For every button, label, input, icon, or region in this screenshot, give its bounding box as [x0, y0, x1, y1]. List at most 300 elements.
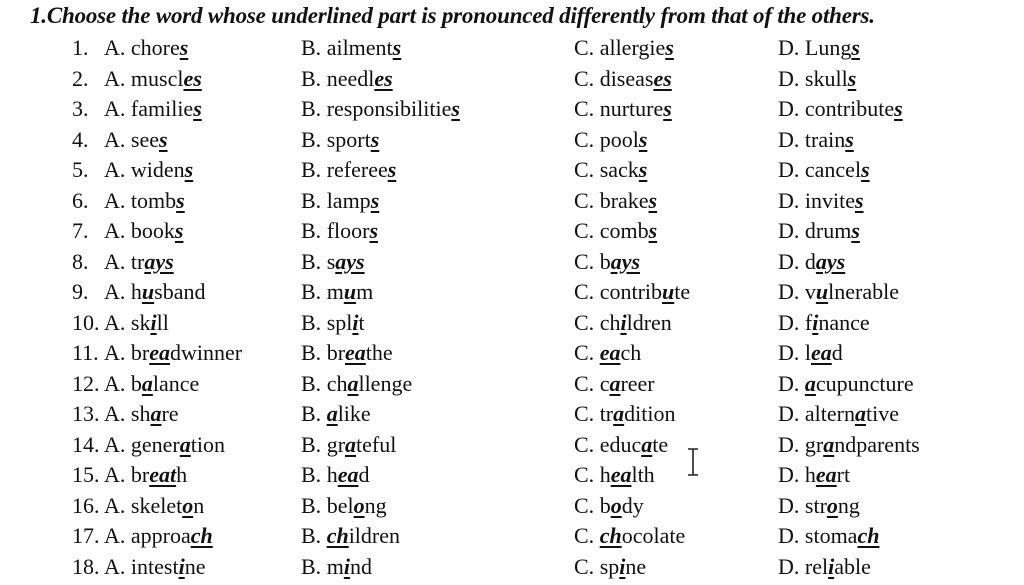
underlined-part: eat [149, 462, 177, 487]
option-a [104, 277, 205, 307]
word-part: chore [130, 35, 180, 60]
word-part: rel [804, 553, 829, 579]
option-c [574, 94, 672, 124]
option-c [574, 64, 672, 94]
option-b [301, 552, 372, 582]
question-number: 5. [72, 157, 89, 182]
option-b [301, 247, 365, 277]
word-part: Lung [804, 35, 852, 60]
question-number: 1. [72, 35, 89, 60]
option-label: B. [301, 157, 327, 182]
text-cursor-icon [686, 448, 700, 476]
option-label: B. [301, 187, 327, 213]
word-part: pool [599, 126, 639, 152]
underlined-part: i [150, 309, 157, 335]
word-part: widen [130, 157, 185, 182]
word-part: ailment [326, 35, 393, 60]
option-c [574, 308, 672, 338]
option-c [574, 491, 644, 521]
question-number: 7. [72, 218, 89, 243]
option-label: D. [778, 65, 805, 91]
option-label: A. [104, 462, 131, 487]
underlined-part: ays [815, 248, 846, 274]
underlined-part: o [610, 492, 622, 518]
question-row [0, 552, 1024, 583]
question-row [0, 247, 1024, 278]
option-a [104, 521, 213, 551]
option-label: A. [104, 401, 131, 426]
option-c [574, 460, 655, 490]
word-part: ldren [626, 309, 672, 335]
underlined-part: i [352, 309, 359, 335]
option-label: C. [574, 126, 600, 152]
underlined-part: ays [144, 248, 174, 274]
underlined-part: s [369, 218, 379, 243]
question-row [0, 430, 1024, 461]
word-part: ng [364, 492, 387, 518]
option-label: A. [104, 553, 131, 579]
option-a [104, 399, 179, 429]
option-label: C. [574, 309, 600, 335]
option-label: C. [574, 370, 600, 396]
underlined-part: ea [337, 462, 359, 487]
underlined-part: s [851, 218, 860, 243]
underlined-part: ays [335, 248, 365, 274]
option-b [301, 64, 393, 94]
word-part: h [599, 462, 611, 487]
option-label: B. [301, 65, 327, 91]
option-label: A. [104, 370, 131, 396]
underlined-part: a [609, 370, 621, 396]
word-part: responsibilitie [326, 96, 452, 121]
option-c [574, 338, 641, 368]
option-b [301, 430, 396, 460]
word-part: nance [818, 309, 870, 335]
question-number: 14. [72, 431, 100, 457]
option-label: C. [574, 553, 600, 579]
option-a [104, 33, 188, 63]
option-b [301, 186, 379, 216]
question-row [0, 155, 1024, 186]
option-a [104, 308, 169, 338]
question-row [0, 64, 1024, 95]
word-part: h [130, 279, 142, 304]
option-label: D. [778, 96, 805, 121]
question-number: 4. [72, 126, 89, 152]
option-label: D. [778, 431, 805, 457]
word-part: ne [625, 553, 647, 579]
underlined-part: s [845, 126, 854, 152]
word-part: m [356, 279, 374, 304]
question-number: 12. [72, 370, 100, 396]
option-label: D. [778, 492, 805, 518]
option-b [301, 277, 373, 307]
option-label: B. [301, 96, 327, 121]
word-part: ch [326, 370, 348, 396]
underlined-part: s [851, 35, 860, 60]
option-d [778, 308, 870, 338]
option-d [778, 430, 920, 460]
word-part: sack [599, 157, 639, 182]
word-part: ne [184, 553, 206, 579]
question-row [0, 216, 1024, 247]
word-part: b [599, 248, 611, 274]
word-part: book [130, 218, 175, 243]
question-row [0, 186, 1024, 217]
option-label: A. [104, 218, 131, 243]
word-part: br [326, 340, 346, 365]
underlined-part: s [638, 126, 648, 152]
underlined-part: s [370, 126, 380, 152]
option-label: A. [104, 431, 131, 457]
word-part: able [834, 553, 871, 579]
underlined-part: a [141, 370, 153, 396]
underlined-part: a [347, 370, 359, 396]
word-part: muscl [130, 65, 184, 91]
option-label: B. [301, 126, 327, 152]
option-label: A. [104, 340, 131, 365]
word-part: nd [349, 553, 372, 579]
word-part: diseas [599, 65, 654, 91]
word-part: ch [599, 309, 621, 335]
option-c [574, 155, 647, 185]
option-d [778, 338, 843, 368]
option-b [301, 399, 371, 429]
underlined-part: ea [149, 340, 170, 365]
option-label: B. [301, 218, 327, 243]
underlined-part: ays [610, 248, 641, 274]
option-c [574, 521, 685, 551]
question-row [0, 125, 1024, 156]
word-part: allergie [599, 35, 666, 60]
option-b [301, 460, 369, 490]
option-label: A. [104, 492, 131, 518]
option-a [104, 125, 168, 155]
underlined-part: ea [815, 462, 837, 487]
option-label: C. [574, 401, 600, 426]
underlined-part: es [653, 65, 672, 91]
option-d [778, 186, 864, 216]
option-c [574, 216, 657, 246]
option-c [574, 125, 647, 155]
underlined-part: a [345, 431, 357, 457]
option-label: A. [104, 279, 131, 304]
option-label: C. [574, 218, 600, 243]
option-label: C. [574, 65, 600, 91]
word-part: floor [326, 218, 370, 243]
word-part: referee [326, 157, 388, 182]
word-part: tive [865, 401, 899, 426]
underlined-part: o [826, 492, 838, 518]
question-row [0, 521, 1024, 552]
word-part: lth [631, 462, 655, 487]
option-d [778, 125, 854, 155]
word-part: t [358, 309, 365, 335]
option-label: B. [301, 35, 327, 60]
question-number: 2. [72, 65, 89, 91]
option-a [104, 155, 193, 185]
word-part: ocolate [621, 523, 686, 548]
word-part: familie [130, 96, 194, 121]
option-label: A. [104, 187, 131, 213]
underlined-part: a [823, 431, 835, 457]
option-d [778, 33, 860, 63]
underlined-part: s [665, 35, 674, 60]
option-b [301, 369, 412, 399]
word-part: te [674, 279, 691, 304]
option-label: C. [574, 96, 600, 121]
option-b [301, 94, 460, 124]
word-part: rt [836, 462, 851, 487]
underlined-part: s [663, 96, 672, 121]
word-part: educ [599, 431, 642, 457]
option-b [301, 308, 365, 338]
word-part: altern [804, 401, 855, 426]
word-part: nurture [599, 96, 664, 121]
question-row [0, 33, 1024, 64]
word-part: b [130, 370, 142, 396]
option-label: D. [778, 553, 805, 579]
question-number: 9. [72, 279, 89, 304]
word-part: dy [621, 492, 644, 518]
underlined-part: ch [326, 523, 349, 548]
option-label: B. [301, 492, 327, 518]
word-part: sband [154, 279, 206, 304]
word-part: m [326, 279, 344, 304]
word-part: tion [190, 431, 225, 457]
option-a [104, 460, 187, 490]
option-label: A. [104, 309, 131, 335]
exercise-heading: 1.Choose the word whose underlined part is pronounced differently from that of the others. [30, 3, 875, 28]
underlined-part: a [641, 431, 653, 457]
word-part: ndparents [834, 431, 920, 457]
word-part: invite [804, 187, 855, 213]
option-c [574, 552, 646, 582]
option-c [574, 33, 674, 63]
option-label: C. [574, 462, 600, 487]
option-label: A. [104, 65, 131, 91]
option-label: B. [301, 431, 327, 457]
word-part: lnerable [828, 279, 899, 304]
word-part: spl [326, 309, 353, 335]
option-d [778, 460, 850, 490]
option-d [778, 94, 903, 124]
word-part: m [326, 553, 344, 579]
underlined-part: o [353, 492, 365, 518]
underlined-part: ch [857, 523, 880, 548]
option-c [574, 399, 675, 429]
option-d [778, 216, 860, 246]
underlined-part: s [861, 157, 870, 182]
question-row [0, 308, 1024, 339]
word-part: the [365, 340, 393, 365]
option-b [301, 155, 396, 185]
question-row [0, 338, 1024, 369]
word-part: bel [326, 492, 354, 518]
question-number: 11. [72, 340, 99, 365]
word-part: h [804, 462, 816, 487]
underlined-part: i [343, 553, 350, 579]
word-part: d [831, 340, 843, 365]
option-label: C. [574, 523, 600, 548]
option-a [104, 186, 185, 216]
option-a [104, 216, 183, 246]
option-d [778, 521, 879, 551]
option-label: A. [104, 248, 131, 274]
word-part: d [358, 462, 370, 487]
word-part: ch [620, 340, 642, 365]
underlined-part: ch [190, 523, 213, 548]
word-part: dwinner [169, 340, 243, 365]
word-part: reer [620, 370, 655, 396]
word-part: sk [130, 309, 151, 335]
option-label: D. [778, 401, 805, 426]
word-part: te [652, 431, 669, 457]
option-label: D. [778, 157, 805, 182]
question-row [0, 277, 1024, 308]
option-label: D. [778, 248, 805, 274]
option-d [778, 277, 899, 307]
option-d [778, 369, 914, 399]
option-label: D. [778, 35, 805, 60]
word-part: ildren [348, 523, 401, 548]
word-part: n [193, 492, 205, 518]
option-a [104, 552, 205, 582]
underlined-part: u [815, 279, 829, 304]
word-part: llenge [358, 370, 413, 396]
underlined-part: ch [599, 523, 622, 548]
underlined-part: ea [610, 462, 632, 487]
word-part: tomb [130, 187, 177, 213]
underlined-part: a [150, 401, 162, 426]
word-part: ng [837, 492, 860, 518]
option-label: D. [778, 187, 805, 213]
option-label: B. [301, 279, 327, 304]
option-label: C. [574, 157, 600, 182]
option-label: A. [104, 96, 131, 121]
option-b [301, 338, 393, 368]
word-part: tr [599, 401, 614, 426]
underlined-part: s [193, 96, 202, 121]
option-d [778, 399, 899, 429]
word-part: stoma [804, 523, 858, 548]
question-row [0, 460, 1024, 491]
word-part: see [130, 126, 159, 152]
option-label: B. [301, 248, 327, 274]
underlined-part: s [176, 187, 185, 213]
word-part: teful [356, 431, 397, 457]
underlined-part: u [662, 279, 675, 304]
word-part: lamp [326, 187, 371, 213]
option-label: C. [574, 187, 600, 213]
underlined-part: i [178, 553, 185, 579]
option-label: B. [301, 309, 327, 335]
option-label: A. [104, 126, 131, 152]
option-label: D. [778, 309, 805, 335]
word-part: re [161, 401, 179, 426]
underlined-part: s [392, 35, 402, 60]
underlined-part: s [648, 218, 658, 243]
word-part: v [804, 279, 816, 304]
option-label: D. [778, 279, 805, 304]
option-label: B. [301, 462, 327, 487]
underlined-part: s [370, 187, 380, 213]
underlined-part: s [847, 65, 857, 91]
option-b [301, 521, 400, 551]
option-a [104, 247, 174, 277]
word-part: comb [599, 218, 649, 243]
question-row [0, 94, 1024, 125]
option-label: A. [104, 35, 131, 60]
option-label: B. [301, 523, 327, 548]
question-row [0, 369, 1024, 400]
option-label: D. [778, 370, 805, 396]
question-number: 8. [72, 248, 89, 274]
word-part: contribute [804, 96, 895, 121]
question-list [0, 33, 1024, 582]
underlined-part: i [812, 309, 819, 335]
option-label: B. [301, 401, 327, 426]
word-part: s [326, 248, 336, 274]
option-b [301, 216, 378, 246]
option-b [301, 33, 401, 63]
underlined-part: a [326, 401, 338, 426]
underlined-part: s [179, 35, 189, 60]
option-c [574, 186, 657, 216]
word-part: cupuncture [815, 370, 914, 396]
word-part: br [130, 340, 150, 365]
underlined-part: ea [345, 340, 366, 365]
option-label: D. [778, 340, 805, 365]
underlined-part: i [619, 553, 626, 579]
option-c [574, 247, 640, 277]
option-label: D. [778, 126, 805, 152]
underlined-part: u [141, 279, 155, 304]
option-a [104, 430, 225, 460]
word-part: sport [326, 126, 371, 152]
underlined-part: i [620, 309, 627, 335]
underlined-part: a [854, 401, 866, 426]
underlined-part: s [894, 96, 903, 121]
question-number: 3. [72, 96, 89, 121]
word-part: lance [152, 370, 200, 396]
option-label: B. [301, 553, 327, 579]
word-part: f [804, 309, 813, 335]
underlined-part: a [804, 370, 816, 396]
option-a [104, 491, 204, 521]
word-part: train [804, 126, 846, 152]
option-a [104, 369, 199, 399]
question-number: 13. [72, 401, 100, 426]
underlined-part: ea [599, 340, 621, 365]
word-part: brake [599, 187, 649, 213]
option-d [778, 491, 860, 521]
option-label: B. [301, 370, 327, 396]
option-a [104, 338, 242, 368]
underlined-part: a [613, 401, 625, 426]
word-part: str [804, 492, 827, 518]
option-label: C. [574, 340, 600, 365]
word-part: h [176, 462, 188, 487]
word-part: b [599, 492, 611, 518]
underlined-part: s [638, 157, 648, 182]
underlined-part: es [183, 65, 202, 91]
word-part: cancel [804, 157, 862, 182]
underlined-part: s [174, 218, 184, 243]
option-label: C. [574, 35, 600, 60]
option-d [778, 155, 870, 185]
underlined-part: s [184, 157, 194, 182]
